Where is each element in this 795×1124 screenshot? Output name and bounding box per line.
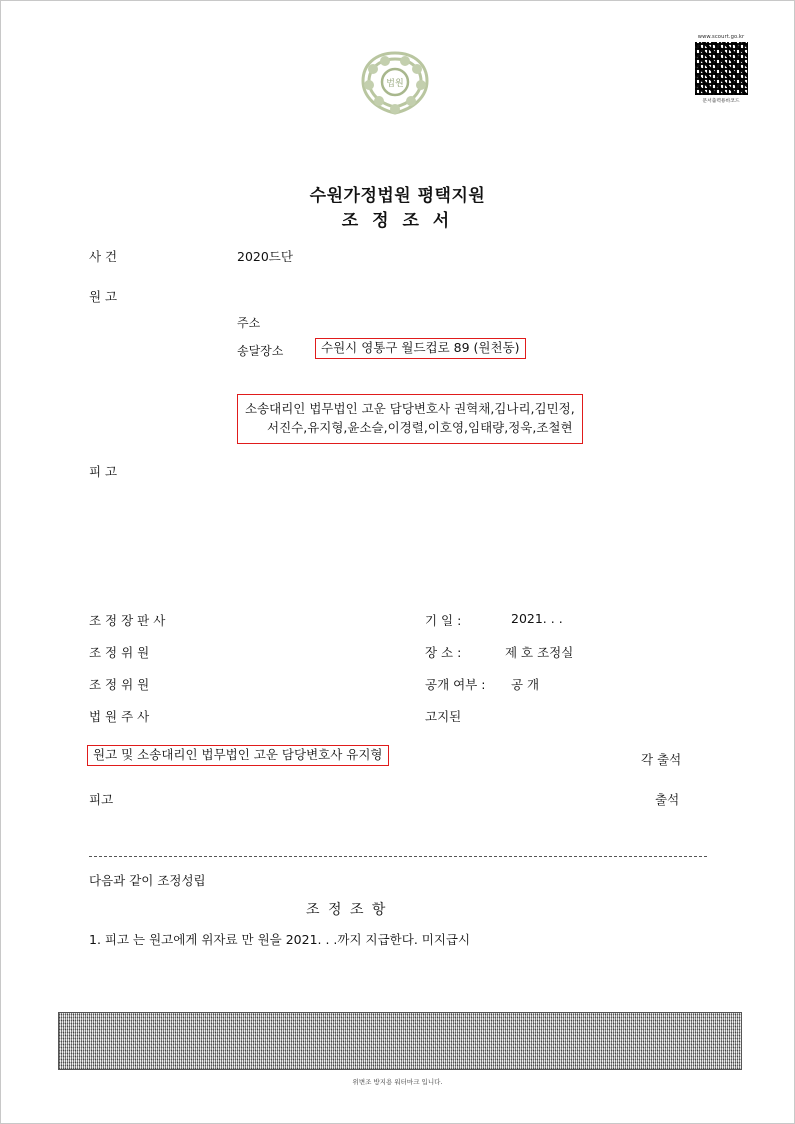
case-number-value: 2020드단 <box>237 249 293 264</box>
panel-row-left-1: 조 정 위 원 <box>89 645 150 660</box>
counsel-line-1: 소송대리인 법무법인 고운 담당변호사 권혁채,김나리,김민정, <box>245 401 575 416</box>
qr-caption-text: 문서출력용바코드 <box>702 99 740 104</box>
panel-row-right-label-0: 기 일 : <box>425 613 462 628</box>
agreement-heading: 조 정 조 항 <box>306 902 388 918</box>
attendance-plaintiff-line: 원고 및 소송대리인 법무법인 고운 담당변호사 유지형 <box>87 745 389 766</box>
panel-row-right-label-2: 공개 여부 : <box>425 677 486 692</box>
plaintiff-delivery-label: 송달장소 <box>237 344 284 358</box>
court-emblem-icon <box>353 47 437 119</box>
plaintiff-delivery-value: 수원시 영통구 월드컵로 89 (원천동) <box>315 338 526 359</box>
qr-code-image <box>694 41 749 96</box>
qr-block <box>688 34 754 104</box>
emblem-label: 법원 <box>386 79 404 89</box>
court-name-title: 수원가정법원 평택지원 <box>309 186 486 206</box>
plaintiff-delivery-value-box <box>315 338 526 359</box>
defendant-label: 피 고 <box>89 464 118 479</box>
attendance-plaintiff-status: 각 출석 <box>641 752 682 767</box>
attendance-defendant-line: 피고 <box>89 792 114 807</box>
plaintiff-label: 원 고 <box>89 289 118 304</box>
agreement-intro: 다음과 같이 조정성립 <box>89 873 206 888</box>
panel-row-right-value-0: 2021. . . <box>511 611 563 626</box>
plaintiff-counsel-box <box>237 394 583 444</box>
plaintiff-address-label: 주소 <box>237 316 261 330</box>
panel-row-left-0: 조 정 장 판 사 <box>89 613 166 628</box>
document-type-title: 조 정 조 서 <box>341 211 454 231</box>
panel-row-right-label-3: 고지된 <box>425 709 462 724</box>
watermark-bar <box>58 1012 742 1070</box>
attendance-plaintiff-box <box>87 745 389 766</box>
section-divider <box>89 856 707 857</box>
panel-row-left-2: 조 정 위 원 <box>89 677 150 692</box>
panel-row-right-value-2: 공 개 <box>511 677 540 692</box>
counsel-line-2: 서진수,유지형,윤소슬,이경렬,이호영,임태량,정욱,조철현 <box>267 420 573 436</box>
panel-row-right-label-1: 장 소 : <box>425 645 462 660</box>
case-label: 사 건 <box>89 249 118 264</box>
footer-note: 위변조 방지용 워터마크 입니다. <box>352 1078 443 1086</box>
qr-url-text: www.scourt.go.kr <box>697 34 745 40</box>
attendance-defendant-status: 출석 <box>655 792 680 807</box>
plaintiff-counsel-group <box>237 394 583 444</box>
panel-row-left-3: 법 원 주 사 <box>89 709 150 724</box>
panel-row-right-value-1: 제 호 조정실 <box>505 645 574 660</box>
agreement-item-1: 1. 피고 는 원고에게 위자료 만 원을 2021. . .까지 지급한다. 미지급시 <box>89 932 471 947</box>
